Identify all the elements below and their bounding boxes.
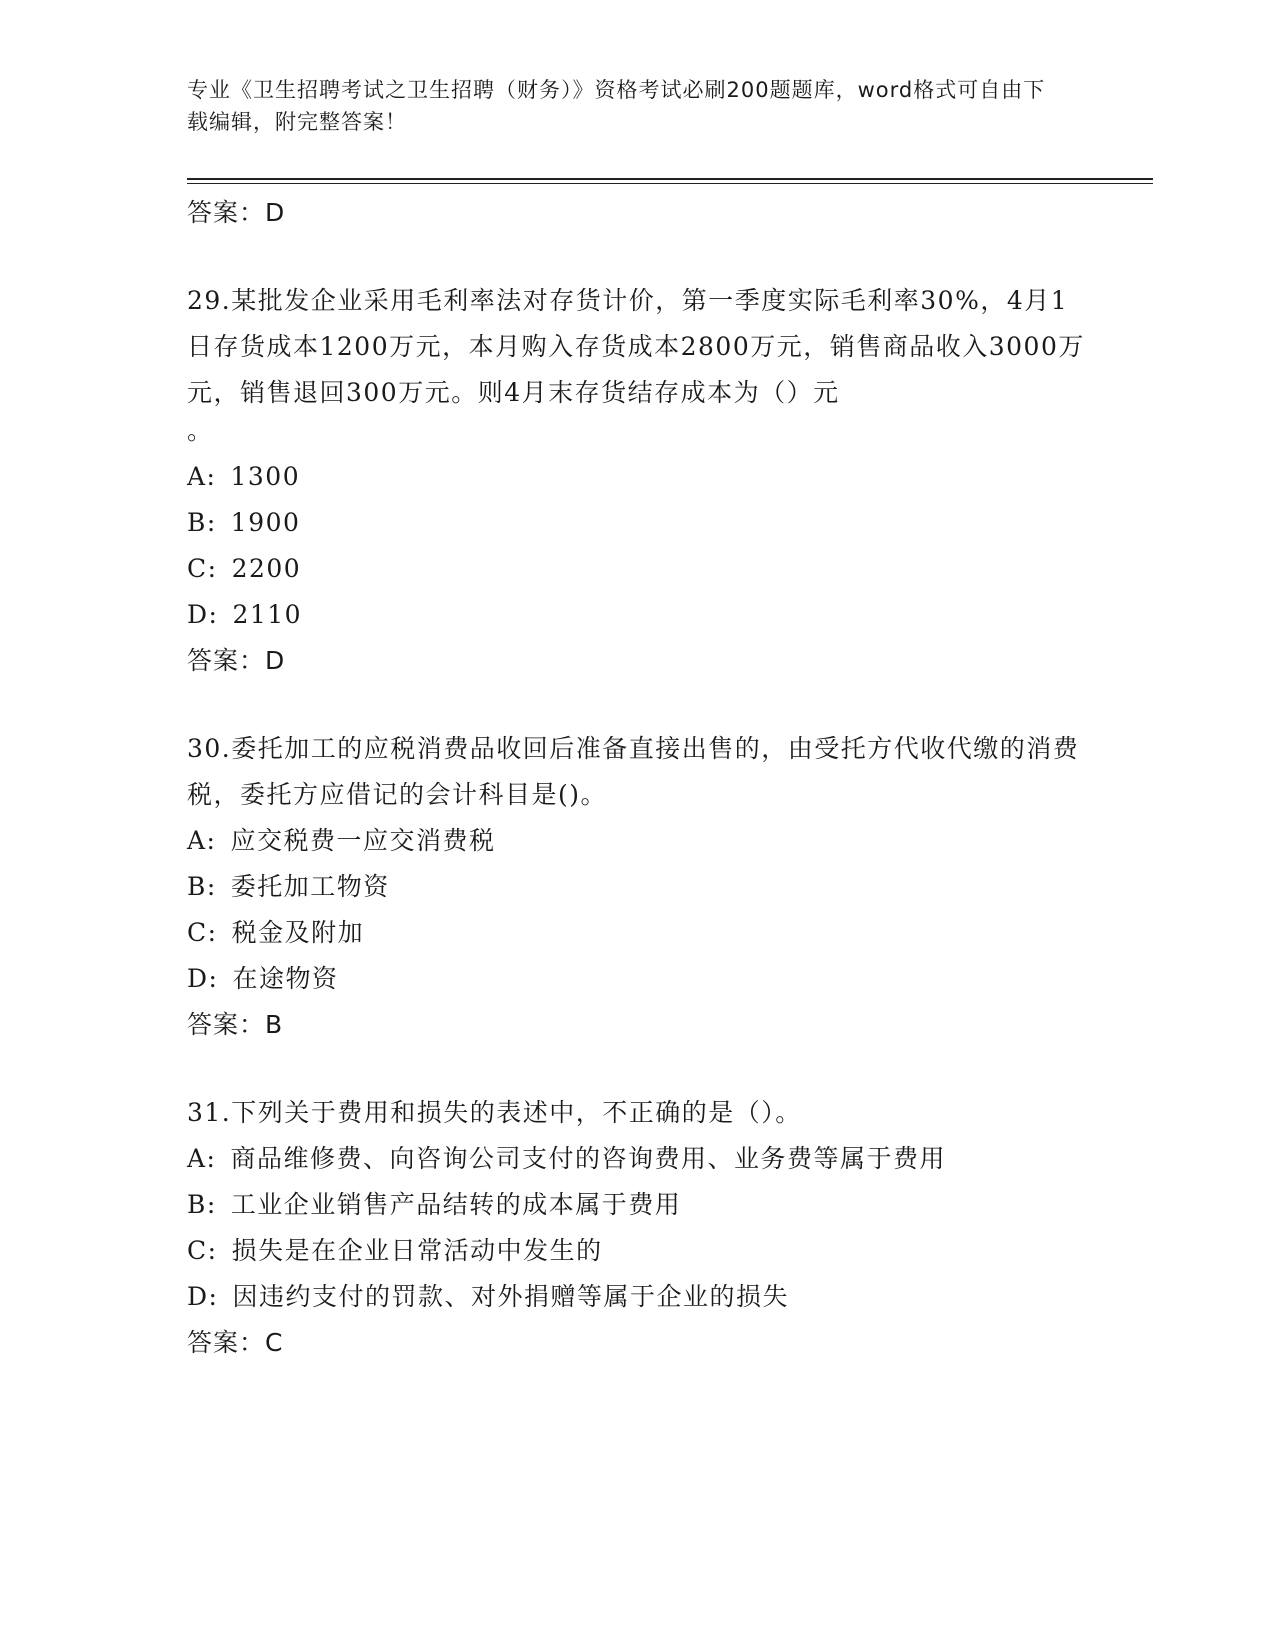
answer-line: 答案：C [187,1328,284,1357]
option-a [187,818,1087,864]
option-text: 因违约支付的罚款、对外捐赠等属于企业的损失 [232,1282,789,1311]
document-body [187,190,1087,1366]
answer-line: 答案：D [187,646,286,675]
option-letter: D: [187,1282,219,1311]
option-text: 应交税费一应交消费税 [230,826,496,855]
option-a [187,454,1087,500]
option-text: 1300 [230,462,301,491]
option-text: 税金及附加 [231,918,365,947]
question-30 [187,726,1087,1048]
option-letter: C: [187,554,218,583]
option-letter: A: [187,1144,217,1173]
question-text: 31.下列关于费用和损失的表述中，不正确的是（）。 [187,1098,802,1127]
option-text: 在途物资 [232,964,339,993]
option-d [187,592,1087,638]
option-d [187,1274,1087,1320]
option-b [187,500,1087,546]
option-text: 委托加工物资 [230,872,390,901]
answer-line: 答案：B [187,1010,284,1039]
option-letter: B: [187,508,217,537]
option-text: 损失是在企业日常活动中发生的 [231,1236,603,1265]
question-31 [187,1090,1087,1366]
option-letter: B: [187,1190,217,1219]
question-text: 30.委托加工的应税消费品收回后准备直接出售的，由受托方代收代缴的消费税，委托方应借记的会计科目是()。 [187,734,1080,809]
page-header: 专业《卫生招聘考试之卫生招聘（财务）》资格考试必刷200题题库，word格式可自由下载编辑，附完整答案！ [187,78,1046,134]
option-c [187,910,1087,956]
option-letter: C: [187,918,218,947]
answer-line: 答案：D [187,198,286,227]
header-rule-thin [187,183,1153,184]
option-b [187,864,1087,910]
option-b [187,1182,1087,1228]
option-letter: A: [187,462,217,491]
option-text: 商品维修费、向咨询公司支付的咨询费用、业务费等属于费用 [230,1144,946,1173]
option-text: 2200 [231,554,302,583]
option-letter: A: [187,826,217,855]
question-text-tail: 。 [187,416,213,445]
option-letter: D: [187,964,219,993]
option-c [187,1228,1087,1274]
option-c [187,546,1087,592]
option-a [187,1136,1087,1182]
option-text: 1900 [230,508,301,537]
option-letter: C: [187,1236,218,1265]
option-letter: B: [187,872,217,901]
option-d [187,956,1087,1002]
option-letter: D: [187,600,219,629]
option-text: 工业企业销售产品结转的成本属于费用 [230,1190,682,1219]
question-29 [187,278,1087,684]
question-text: 29.某批发企业采用毛利率法对存货计价，第一季度实际毛利率30%，4月1日存货成本1200万元，本月购入存货成本2800万元，销售商品收入3000万元，销售退回300万元。则4月末存货结存成本为（）元 [187,286,1085,407]
header-rule-thick [187,178,1153,180]
option-text: 2110 [232,600,303,629]
